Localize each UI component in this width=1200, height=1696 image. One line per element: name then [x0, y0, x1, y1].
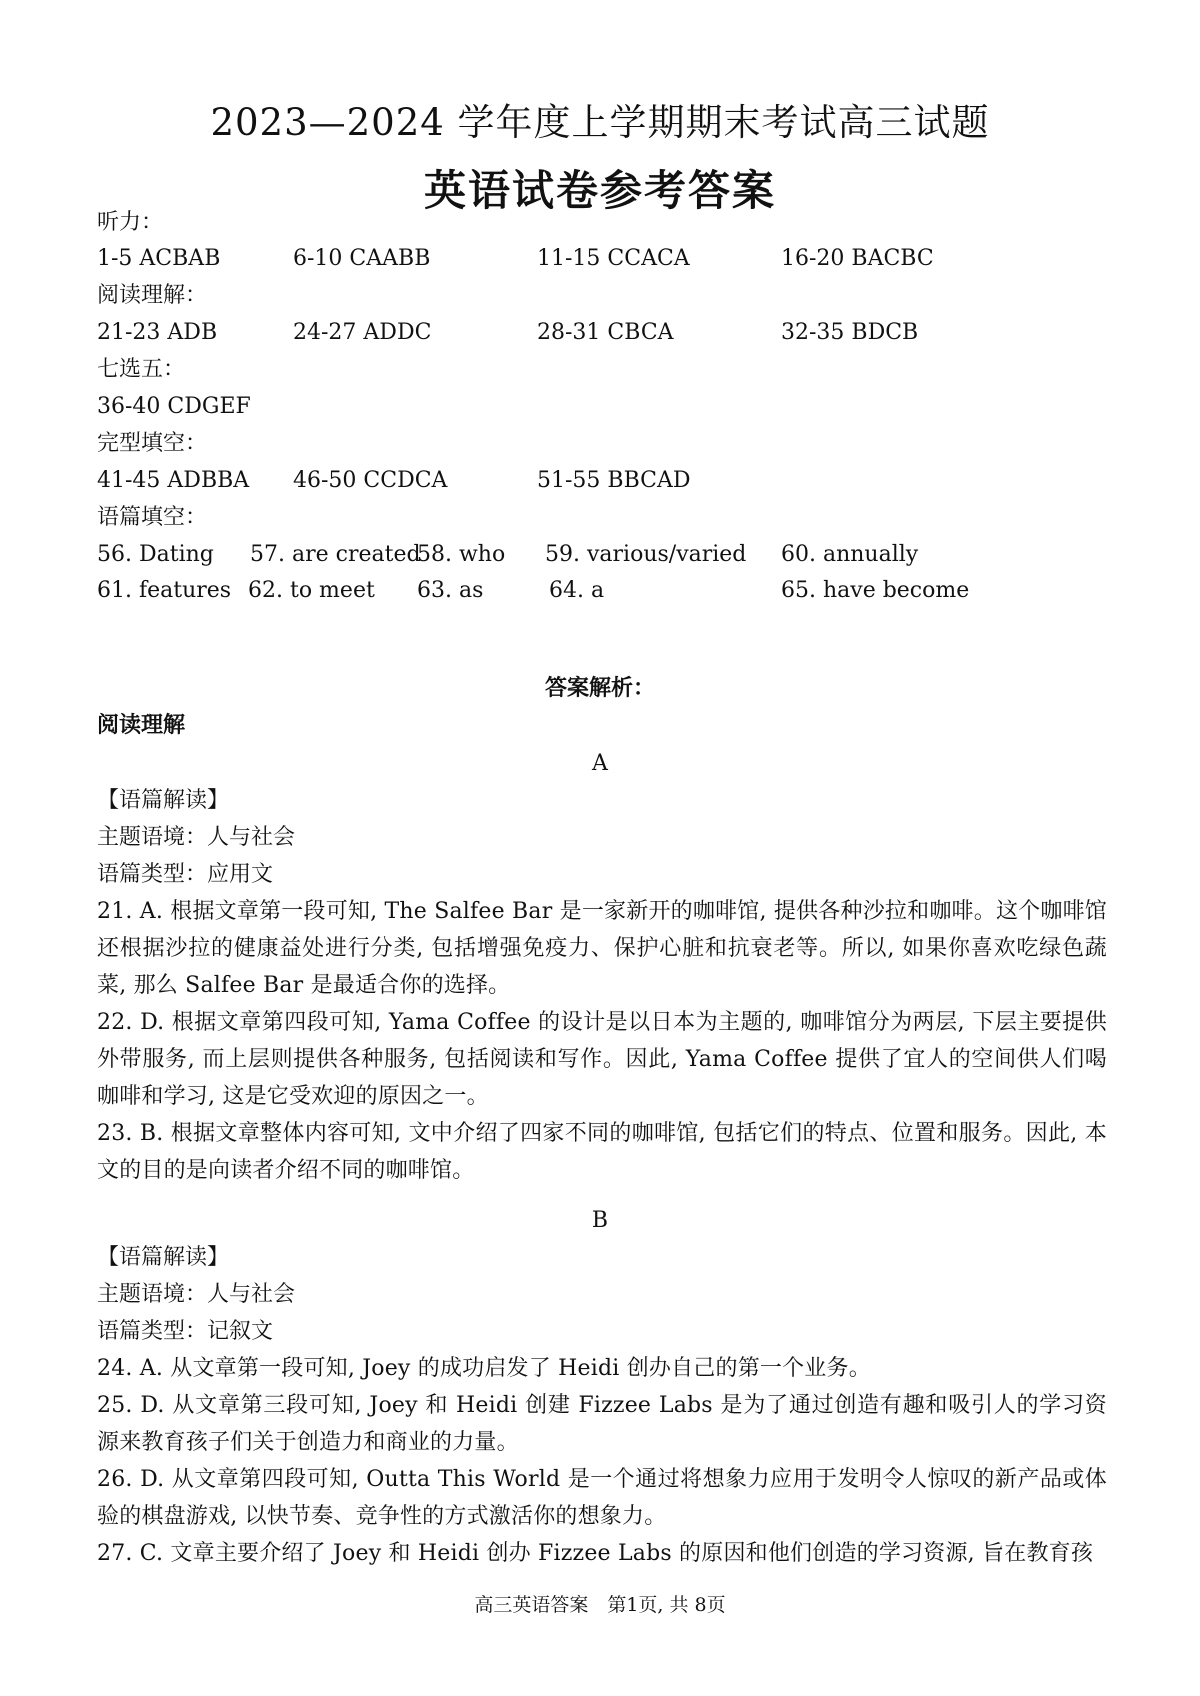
fill-answer: 65. have become	[781, 578, 970, 603]
part-letter: B	[591, 1208, 609, 1233]
reading-notes-label: 【语篇解读】	[97, 788, 230, 813]
answer-group: 24-27 ADDC	[293, 320, 432, 345]
part-letter: A	[592, 751, 608, 776]
explanation-q26: 26. D. 从文章第四段可知, Outta This World 是一个通过将想象力应用于发明令人惊叹的新产品或体验的棋盘游戏, 以快节奏、竞争性的方式激活你的想象力。	[97, 1467, 1107, 1529]
answer-group: 32-35 BDCB	[781, 320, 919, 345]
fill-answer: 63. as	[417, 578, 484, 603]
listening-label: 听力：	[97, 210, 164, 235]
theme-line: 主题语境：人与社会	[97, 1282, 296, 1307]
section-title: 阅读理解	[97, 712, 186, 738]
cloze-label: 完型填空：	[97, 431, 208, 456]
answer-group: 28-31 CBCA	[537, 320, 674, 345]
answer-group: 21-23 ADB	[97, 320, 218, 345]
answer-group: 16-20 BACBC	[781, 246, 934, 271]
answer-group: 46-50 CCDCA	[293, 468, 448, 493]
explanation-q25: 25. D. 从文章第三段可知, Joey 和 Heidi 创建 Fizzee Labs 是为了通过创造有趣和吸引人的学习资源来教育孩子们关于创造力和商业的力量。	[97, 1393, 1107, 1455]
fill-answer: 61. features	[97, 578, 232, 603]
seven-choose-five-label: 七选五：	[97, 357, 186, 382]
explanation-q24: 24. A. 从文章第一段可知, Joey 的成功启发了 Heidi 创办自己的第一个业务。	[97, 1356, 871, 1381]
theme-line: 主题语境：人与社会	[97, 825, 296, 850]
fill-answer: 64. a	[549, 578, 605, 603]
answer-group: 36-40 CDGEF	[97, 394, 251, 419]
answer-group: 1-5 ACBAB	[97, 246, 221, 271]
fill-answer: 56. Dating	[97, 542, 214, 567]
fill-answer: 60. annually	[781, 542, 919, 567]
fill-answer: 57. are created	[250, 542, 421, 567]
page-footer: 高三英语答案 第1页, 共 8页	[474, 1594, 726, 1616]
answer-group: 51-55 BBCAD	[537, 468, 691, 493]
explanation-q21: 21. A. 根据文章第一段可知, The Salfee Bar 是一家新开的咖啡馆, 提供各种沙拉和咖啡。这个咖啡馆还根据沙拉的健康益处进行分类, 包括增强免疫力、保护心脏和抗衰老等。所以, 如果你喜欢吃绿色蔬菜, 那么 Salfee Bar 是最适合你的选择。	[97, 899, 1107, 998]
reading-notes-label: 【语篇解读】	[97, 1245, 230, 1270]
grammar-fill-label: 语篇填空：	[97, 505, 208, 530]
analysis-heading: 答案解析：	[544, 675, 655, 701]
answer-group: 6-10 CAABB	[293, 246, 431, 271]
genre-line: 语篇类型：应用文	[97, 862, 274, 887]
explanation-q22: 22. D. 根据文章第四段可知, Yama Coffee 的设计是以日本为主题的, 咖啡馆分为两层, 下层主要提供外带服务, 而上层则提供各种服务, 包括阅读和写作。因此, Yama Coffee 提供了宜人的空间供人们喝咖啡和学习, 这是它受欢迎的原因之一。	[97, 1010, 1107, 1109]
genre-line: 语篇类型：记叙文	[97, 1319, 274, 1344]
document-subtitle: 英语试卷参考答案	[423, 166, 776, 215]
answer-group: 11-15 CCACA	[537, 246, 690, 271]
fill-answer: 59. various/varied	[545, 542, 747, 567]
reading-label: 阅读理解：	[97, 283, 208, 308]
exam-title: 2023—2024 学年度上学期期末考试高三试题	[210, 101, 990, 144]
explanation-q23: 23. B. 根据文章整体内容可知, 文中介绍了四家不同的咖啡馆, 包括它们的特点、位置和服务。因此, 本文的目的是向读者介绍不同的咖啡馆。	[97, 1121, 1107, 1183]
fill-answer: 58. who	[417, 542, 506, 567]
answer-group: 41-45 ADBBA	[97, 468, 250, 493]
explanation-q27: 27. C. 文章主要介绍了 Joey 和 Heidi 创办 Fizzee Labs 的原因和他们创造的学习资源, 旨在教育孩	[97, 1541, 1094, 1566]
fill-answer: 62. to meet	[248, 578, 375, 603]
